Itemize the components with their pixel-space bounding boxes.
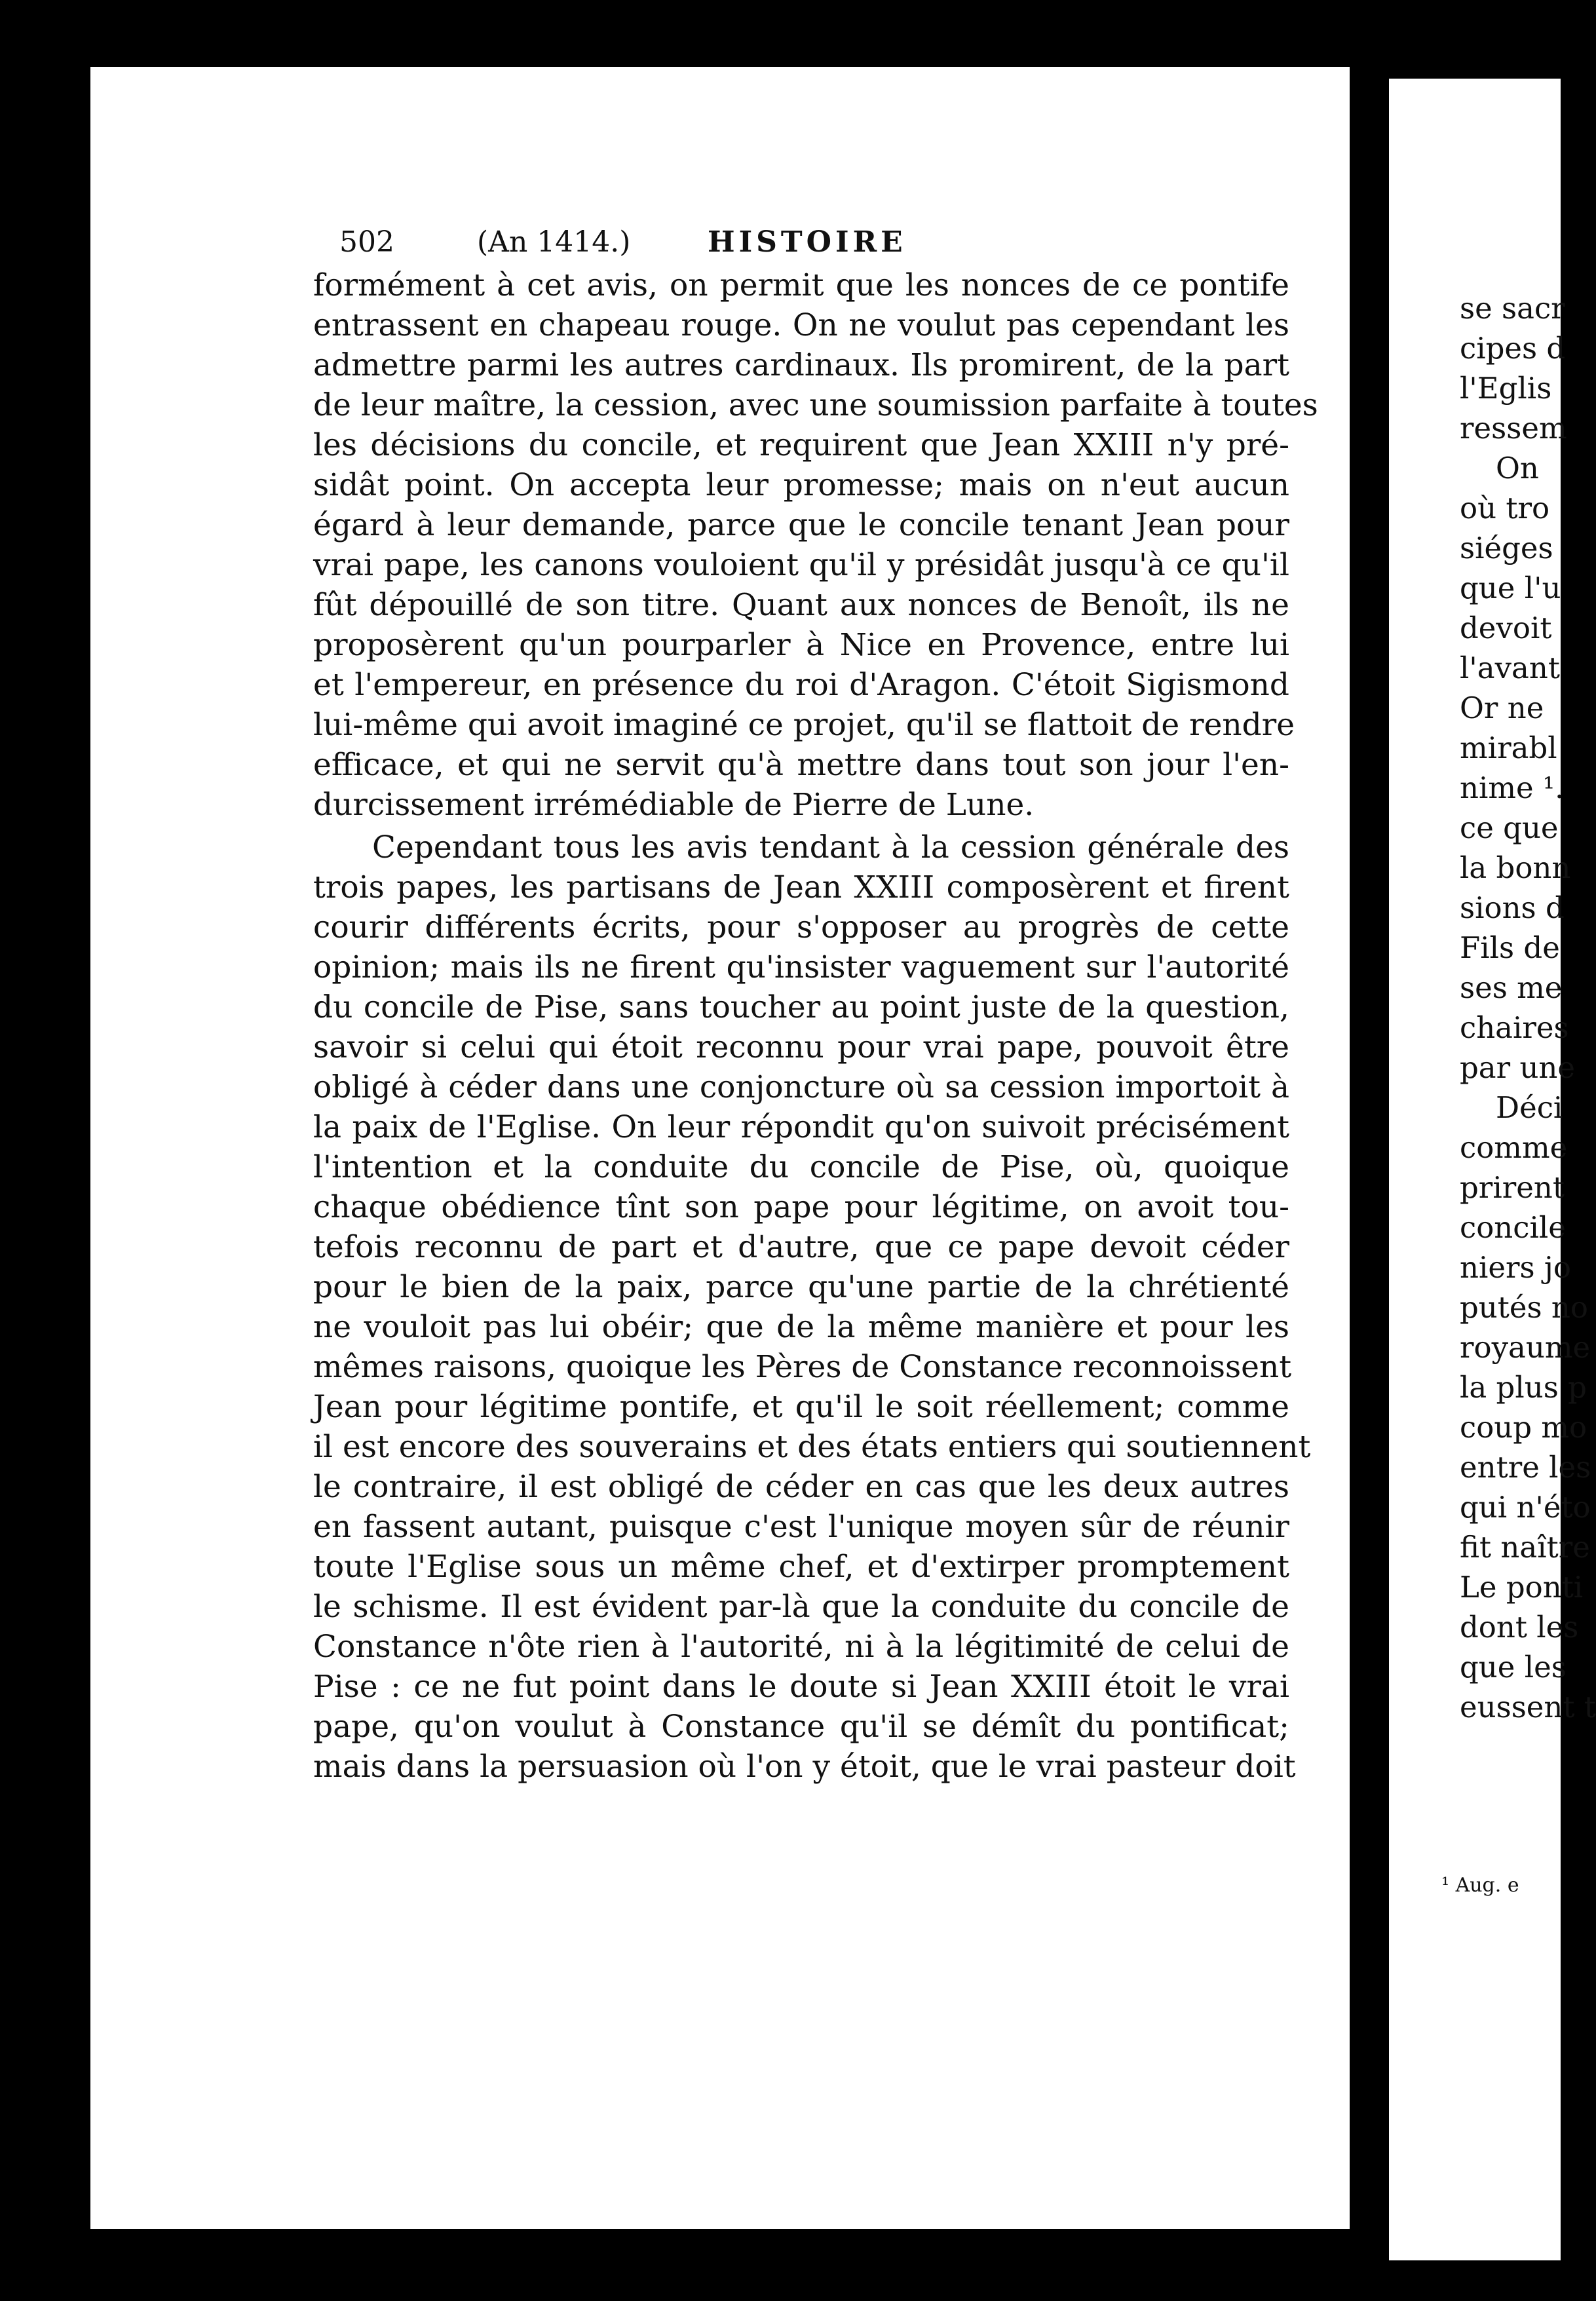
text-line: mais dans la persuasion où l'on y étoit, que le vrai pasteur doit	[313, 1749, 1296, 1785]
text-line: tefois reconnu de part et d'autre, que ce pape devoit céder	[313, 1229, 1289, 1265]
right-text-line: eussent t	[1460, 1690, 1596, 1724]
right-text-line: l'avant	[1460, 651, 1560, 685]
right-text-line: devoit	[1460, 611, 1552, 645]
text-line: il est encore des souverains et des états entiers qui soutiennent	[313, 1429, 1311, 1465]
page-number: 502	[339, 225, 394, 259]
right-text-line: concile	[1460, 1210, 1566, 1245]
text-line: pape, qu'on voulut à Constance qu'il se démît du pontificat;	[313, 1709, 1289, 1745]
text-line: le contraire, il est obligé de céder en cas que les deux autres	[313, 1469, 1289, 1505]
right-text-line: putés no	[1460, 1290, 1588, 1325]
right-text-line: ses me	[1460, 970, 1563, 1005]
text-line: fût dépouillé de son titre. Quant aux nonces de Benoît, ils ne	[313, 587, 1289, 623]
right-text-line: entre les	[1460, 1450, 1591, 1485]
right-text-line: Le ponti	[1460, 1570, 1584, 1605]
right-text-line: coup mo	[1460, 1410, 1587, 1445]
right-text-line: dont les	[1460, 1610, 1579, 1645]
text-line: durcissement irrémédiable de Pierre de Lune.	[313, 787, 1035, 823]
running-title: HISTOIRE	[708, 225, 907, 259]
text-line: formément à cet avis, on permit que les nonces de ce pontife	[313, 267, 1289, 303]
right-text-line: que les	[1460, 1650, 1567, 1684]
right-text-line: royaume	[1460, 1330, 1591, 1365]
text-line: chaque obédience tînt son pape pour légitime, on avoit tou-	[313, 1189, 1289, 1225]
right-text-line: Fils de	[1460, 930, 1560, 965]
text-line: proposèrent qu'un pourparler à Nice en Provence, entre lui	[313, 627, 1289, 663]
right-text-line: siéges	[1460, 531, 1553, 565]
text-line: courir différents écrits, pour s'opposer au progrès de cette	[313, 909, 1289, 945]
page-header	[339, 219, 1289, 265]
right-text-line: la bonn	[1460, 850, 1571, 885]
text-line: sidât point. On accepta leur promesse; mais on n'eut aucun	[313, 467, 1289, 503]
right-text-line: nime ¹.	[1460, 770, 1565, 805]
right-text-line: niers jo	[1460, 1250, 1571, 1285]
text-line: pour le bien de la paix, parce qu'une partie de la chrétienté	[313, 1269, 1289, 1305]
text-line: Jean pour légitime pontife, et qu'il le soit réellement; comme	[313, 1389, 1289, 1425]
text-line: ne vouloit pas lui obéir; que de la même manière et pour les	[313, 1309, 1289, 1345]
text-line: de leur maître, la cession, avec une soumission parfaite à toutes	[313, 387, 1318, 423]
right-text-line: se sacr	[1460, 291, 1565, 326]
text-line: en fassent autant, puisque c'est l'unique moyen sûr de réunir	[313, 1509, 1289, 1545]
body-text	[313, 265, 1318, 1787]
text-line: la paix de l'Eglise. On leur répondit qu'on suivoit précisément	[313, 1109, 1289, 1145]
right-text-line: fit naître	[1460, 1530, 1590, 1565]
right-page	[1389, 79, 1596, 2260]
right-text-line: où tro	[1460, 491, 1550, 525]
right-page-text	[1460, 288, 1596, 1727]
text-line: Cependant tous les avis tendant à la cession générale des	[372, 829, 1289, 865]
right-text-line: prirent	[1460, 1170, 1565, 1205]
text-line: mêmes raisons, quoique les Pères de Constance reconnoissent	[313, 1349, 1292, 1385]
right-text-line: la plus p	[1460, 1370, 1587, 1405]
text-line: entrassent en chapeau rouge. On ne voulut pas cependant les	[313, 307, 1289, 343]
right-text-line: Déci	[1496, 1090, 1563, 1125]
text-line: vrai pape, les canons vouloient qu'il y présidât jusqu'à ce qu'il	[313, 547, 1289, 583]
text-line: lui-même qui avoit imaginé ce projet, qu'il se flattoit de rendre	[313, 707, 1295, 743]
right-text-line: que l'u	[1460, 571, 1561, 605]
running-year: (An 1414.)	[477, 225, 631, 259]
right-text-line: mirabl	[1460, 731, 1557, 765]
text-line: Constance n'ôte rien à l'autorité, ni à la légitimité de celui de	[313, 1629, 1289, 1665]
text-line: trois papes, les partisans de Jean XXIII composèrent et firent	[313, 869, 1289, 905]
right-text-line: cipes d	[1460, 331, 1566, 366]
text-line: admettre parmi les autres cardinaux. Ils promirent, de la part	[313, 347, 1289, 383]
text-line: du concile de Pise, sans toucher au point juste de la question,	[313, 989, 1289, 1025]
text-line: opinion; mais ils ne firent qu'insister vaguement sur l'autorité	[313, 949, 1289, 985]
right-text-line: Or ne	[1460, 691, 1544, 725]
right-text-line: chaires	[1460, 1010, 1569, 1045]
right-footnote: ¹ Aug. e	[1441, 1874, 1519, 1897]
right-text-line: On	[1496, 451, 1539, 485]
text-line: Pise : ce ne fut point dans le doute si Jean XXIII étoit le vrai	[313, 1669, 1289, 1705]
text-line: les décisions du concile, et requirent que Jean XXIII n'y pré-	[313, 427, 1289, 463]
text-line: savoir si celui qui étoit reconnu pour vrai pape, pouvoit être	[313, 1029, 1289, 1065]
right-text-line: comme	[1460, 1130, 1568, 1165]
text-line: égard à leur demande, parce que le concile tenant Jean pour	[313, 507, 1289, 543]
text-line: obligé à céder dans une conjoncture où sa cession importoit à	[313, 1069, 1289, 1105]
right-text-line: ce que	[1460, 810, 1559, 845]
text-line: le schisme. Il est évident par-là que la conduite du concile de	[313, 1589, 1289, 1625]
right-text-line: qui n'éto	[1460, 1490, 1591, 1525]
right-text-line: ressem	[1460, 411, 1567, 446]
text-line: et l'empereur, en présence du roi d'Aragon. C'étoit Sigismond	[313, 667, 1289, 703]
text-line: toute l'Eglise sous un même chef, et d'extirper promptement	[313, 1549, 1289, 1585]
right-text-line: sions d	[1460, 890, 1565, 925]
text-line: efficace, et qui ne servit qu'à mettre dans tout son jour l'en-	[313, 747, 1289, 783]
right-text-line: l'Eglis	[1460, 371, 1552, 406]
right-text-line: par une	[1460, 1050, 1576, 1085]
text-line: l'intention et la conduite du concile de Pise, où, quoique	[313, 1149, 1289, 1185]
